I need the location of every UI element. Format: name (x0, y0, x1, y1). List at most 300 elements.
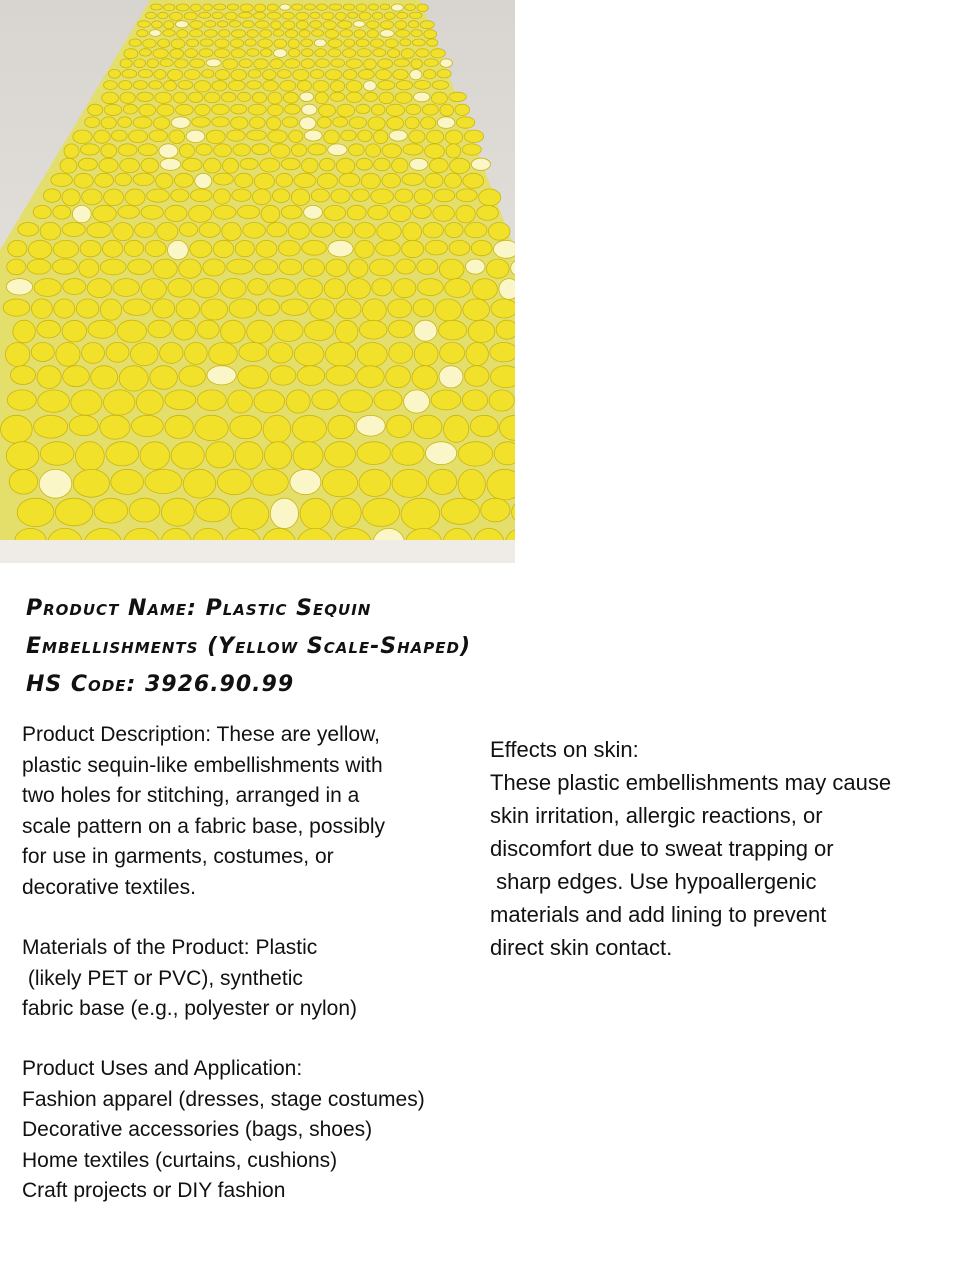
sequin-scale (199, 49, 213, 57)
sequin-scale (38, 390, 70, 412)
sequin-scale (402, 240, 424, 257)
sequin-scale (94, 498, 128, 523)
sequin-scale (157, 223, 178, 241)
sequin-scale (439, 320, 467, 340)
sequin-scale (414, 189, 432, 204)
sequin-scale (489, 390, 514, 411)
sequin-scale (9, 469, 37, 494)
sequin-scale (153, 49, 168, 59)
sequin-scale (281, 205, 302, 219)
sequin-scale (293, 442, 323, 470)
sequin-scale (261, 205, 280, 222)
sequin-scale (214, 4, 226, 10)
sequin-scale (238, 92, 251, 101)
sequin-scale (466, 259, 485, 274)
sequin-scale (170, 12, 183, 20)
sequin-scale (252, 144, 269, 155)
sequin-scale (395, 21, 407, 29)
sequin-scale (425, 240, 447, 255)
sequin-scale (222, 222, 241, 240)
sequin-fabric-illustration (0, 0, 515, 563)
sequin-scale (449, 240, 470, 255)
sequin-scale (56, 343, 80, 367)
sequin-scale (7, 259, 26, 275)
sequin-scale (317, 4, 328, 10)
sequin-scale (239, 59, 252, 68)
sequin-scale (377, 223, 401, 241)
sequin-scale (123, 104, 137, 114)
sequin-scale (440, 104, 454, 116)
sequin-scale (462, 390, 487, 411)
sequin-scale (392, 469, 427, 497)
sequin-scale (232, 30, 246, 38)
sequin-scale (449, 92, 466, 101)
sequin-scale (115, 173, 132, 186)
sequin-scale (240, 158, 258, 169)
sequin-scale (458, 469, 485, 499)
sequin-scale (311, 189, 329, 202)
sequin-scale (117, 320, 146, 342)
sequin-scale (171, 39, 185, 49)
sequin-scale (190, 189, 212, 202)
sequin-scale (161, 498, 194, 526)
sequin-scale (141, 205, 163, 219)
sequin-scale (158, 12, 168, 19)
sequin-scale (248, 104, 266, 115)
sequin-scale (384, 12, 395, 19)
sequin-scale (490, 343, 515, 362)
sequin-scale (355, 240, 374, 258)
sequin-scale (31, 343, 54, 362)
sequin-scale (445, 173, 462, 188)
sequin-scale (346, 59, 362, 68)
sequin-scale (60, 158, 77, 173)
sequin-scale (245, 39, 256, 46)
sequin-scale (32, 299, 53, 319)
sequin-scale (499, 279, 515, 300)
sequin-scale (280, 81, 296, 92)
sequin-scale (179, 144, 194, 158)
sequin-scale (171, 189, 189, 202)
sequin-scale (254, 173, 274, 189)
sequin-scale (458, 442, 493, 466)
sequin-scale (331, 81, 345, 92)
sequin-scale (389, 320, 413, 337)
sequin-scale (367, 21, 379, 29)
sequin-scale (333, 117, 348, 127)
sequin-scale (463, 173, 484, 188)
sequin-scale (221, 92, 236, 102)
sequin-scale (190, 21, 203, 29)
sequin-scale (411, 30, 422, 37)
sequin-scale (328, 144, 347, 156)
sequin-scale (289, 130, 303, 142)
sequin-scale (87, 223, 111, 238)
sequin-scale (305, 320, 334, 340)
sequin-scale (171, 442, 204, 469)
sequin-scale (359, 320, 387, 339)
sequin-scale (431, 92, 447, 104)
sequin-scale (18, 223, 39, 237)
sequin-scale (190, 240, 212, 257)
sequin-scale (13, 320, 35, 343)
sequin-scale (416, 49, 429, 57)
sequin-scale (284, 92, 299, 103)
sequin-scale (435, 299, 461, 321)
sequin-scale (487, 259, 510, 278)
sequin-scale (256, 240, 277, 257)
sequin-scale (151, 4, 163, 10)
sequin-scale (149, 130, 167, 142)
table-edge (0, 540, 515, 563)
sequin-scale (165, 205, 187, 221)
sequin-scale (138, 21, 151, 28)
sequin-scale (243, 223, 266, 239)
sequin-scale (80, 144, 99, 155)
sequin-scale (387, 117, 404, 130)
sequin-scale (271, 21, 282, 29)
sequin-scale (159, 144, 178, 158)
sequin-scale (336, 158, 354, 173)
sequin-scale (456, 117, 474, 128)
sequin-scale (247, 30, 258, 38)
sequin-scale (349, 117, 366, 129)
sequin-scale (63, 279, 86, 295)
sequin-scale (53, 240, 78, 258)
sequin-scale (106, 342, 129, 362)
sequin-scale (276, 173, 293, 187)
sequin-scale (267, 223, 287, 237)
sequin-scale (408, 21, 418, 28)
sequin-scale (76, 442, 105, 471)
sequin-scale (247, 81, 262, 90)
sequin-scale (390, 205, 411, 221)
sequin-scale (450, 158, 470, 173)
sequin-scale (402, 173, 423, 185)
sequin-scale (389, 343, 413, 364)
sequin-scale (215, 70, 229, 80)
sequin-scale (178, 81, 193, 90)
sequin-scale (445, 130, 462, 144)
sequin-scale (52, 259, 77, 274)
sequin-scale (431, 49, 446, 58)
sequin-scale (227, 4, 238, 10)
sequin-scale (358, 70, 374, 80)
sequin-scale (148, 320, 172, 338)
uses-line: Decorative accessories (bags, shoes) (22, 1118, 373, 1141)
sequin-scale (300, 117, 316, 130)
sequin-scale (260, 30, 272, 38)
sequin-scale (71, 390, 102, 415)
sequin-scale (168, 279, 192, 298)
sequin-scale (437, 69, 451, 78)
sequin-scale (231, 117, 248, 129)
sequin-scale (426, 442, 457, 465)
sequin-scale (185, 342, 208, 364)
sequin-scale (326, 366, 355, 386)
sequin-scale (401, 49, 414, 59)
sequin-scale (229, 299, 257, 318)
sequin-scale (308, 144, 326, 155)
sequin-scale (456, 205, 475, 223)
materials-line: fabric base (e.g., polyester or nylon) (22, 997, 357, 1020)
sequin-scale (405, 117, 419, 129)
sequin-scale (213, 205, 236, 219)
sequin-scale (462, 144, 481, 155)
sequin-scale (196, 498, 230, 522)
sequin-scale (352, 189, 370, 201)
sequin-scale (468, 320, 495, 342)
sequin-scale (268, 130, 287, 143)
sequin-scale (197, 390, 226, 411)
sequin-scale (378, 59, 393, 69)
sequin-scale (344, 39, 355, 47)
sequin-scale (79, 259, 99, 277)
sequin-scale (139, 49, 151, 56)
sequin-scale (185, 49, 198, 58)
sequin-scale (152, 21, 163, 28)
sequin-scale (283, 21, 295, 29)
sequin-scale (479, 189, 501, 206)
sequin-scale (312, 390, 338, 410)
sequin-scale (371, 189, 394, 204)
sequin-scale (496, 320, 515, 339)
sequin-scale (252, 92, 266, 103)
sequin-scale (214, 189, 231, 204)
sequin-scale (385, 39, 398, 48)
sequin-scale (304, 205, 323, 219)
sequin-scale (196, 144, 212, 155)
sequin-scale (132, 415, 164, 436)
effects-line: skin irritation, allergic reactions, or (490, 803, 823, 828)
sequin-scale (137, 30, 148, 37)
sequin-scale (414, 81, 431, 90)
sequin-scale (201, 299, 228, 320)
sequin-scale (248, 279, 268, 295)
sequin-scale (200, 39, 213, 46)
sequin-scale (186, 39, 198, 47)
sequin-scale (310, 70, 323, 79)
sequin-scale (338, 21, 352, 29)
sequin-scale (302, 49, 314, 57)
sequin-scale (340, 390, 373, 412)
sequin-scale (129, 39, 141, 46)
sequin-scale (189, 205, 212, 222)
sequin-scale (6, 279, 32, 295)
sequin-scale (37, 320, 61, 338)
sequin-scale (136, 390, 163, 415)
sequin-scale (184, 12, 197, 20)
sequin-scale (380, 4, 390, 10)
sequin-scale (195, 104, 210, 115)
sequin-scale (206, 442, 234, 468)
sequin-scale (94, 130, 110, 143)
sequin-scale (163, 30, 176, 37)
sequin-scale (37, 366, 61, 389)
sequin-scale (424, 59, 438, 67)
sequin-scale (264, 442, 291, 469)
sequin-scale (381, 21, 394, 29)
sequin-scale (248, 70, 261, 79)
sequin-scale (261, 49, 272, 57)
sequin-scale (301, 59, 314, 69)
sequin-scale (477, 205, 499, 220)
sequin-scale (440, 342, 465, 363)
sequin-scale (340, 30, 353, 37)
sequin-scale (364, 59, 377, 69)
sequin-scale (465, 366, 489, 387)
sequin-scale (11, 366, 36, 385)
sequin-scale (221, 320, 246, 343)
sequin-scale (104, 189, 124, 206)
sequin-scale (417, 4, 428, 12)
sequin-scale (401, 498, 440, 530)
sequin-scale (194, 81, 210, 92)
sequin-scale (425, 144, 445, 159)
sequin-scale (328, 415, 355, 438)
sequin-scale (176, 104, 194, 115)
sequin-scale (263, 415, 291, 443)
sequin-scale (414, 342, 438, 365)
sequin-scale (282, 12, 294, 19)
sequin-scale (463, 299, 490, 321)
sequin-scale (131, 343, 159, 366)
sequin-scale (150, 366, 178, 390)
sequin-scale (382, 144, 401, 158)
sequin-scale (78, 158, 97, 170)
sequin-scale (440, 59, 452, 68)
sequin-scale (412, 366, 437, 390)
sequin-scale (217, 469, 251, 494)
sequin-scale (320, 158, 335, 171)
sequin-scale (101, 144, 117, 158)
sequin-scale (72, 205, 91, 222)
sequin-scale (343, 49, 356, 58)
sequin-scale (104, 104, 122, 115)
sequin-scale (182, 158, 202, 171)
sequin-scale (410, 158, 428, 170)
sequin-scale (213, 173, 233, 185)
sequin-scale (370, 259, 395, 276)
sequin-scale (106, 442, 139, 466)
sequin-scale (413, 205, 432, 218)
sequin-scale (80, 240, 101, 256)
sequin-scale (62, 189, 80, 206)
sequin-scale (317, 117, 331, 128)
sequin-scale (353, 21, 365, 28)
sequin-scale (325, 442, 356, 467)
sequin-scale (386, 104, 404, 116)
sequin-scale (393, 69, 408, 79)
sequin-scale (366, 144, 381, 157)
sequin-scale (300, 498, 331, 529)
sequin-scale (310, 12, 320, 18)
sequin-scale (231, 49, 245, 58)
sequin-scale (328, 39, 342, 48)
sequin-scale (270, 498, 298, 528)
sequin-scale (119, 366, 148, 391)
sequin-scale (396, 259, 416, 274)
sequin-scale (281, 299, 308, 315)
sequin-scale (64, 144, 79, 158)
sequin-scale (358, 130, 372, 142)
sequin-scale (120, 92, 135, 103)
sequin-scale (380, 30, 394, 38)
sequin-scale (100, 259, 126, 275)
sequin-scale (348, 12, 358, 18)
sequin-scale (420, 21, 434, 29)
sequin-scale (339, 173, 360, 187)
effects-line: These plastic embellishments may cause (490, 770, 892, 795)
sequin-scale (231, 70, 247, 81)
sequin-scale (223, 158, 239, 173)
sequin-scale (232, 189, 251, 201)
sequin-scale (285, 59, 300, 68)
sequin-scale (199, 223, 220, 238)
sequin-scale (118, 117, 132, 128)
sequin-scale (302, 104, 317, 115)
sequin-scale (368, 205, 388, 219)
sequin-scale (255, 4, 266, 12)
sequin-scale (177, 30, 188, 38)
sequin-scale (93, 205, 117, 222)
sequin-scale (268, 92, 282, 104)
sequin-scale (254, 390, 285, 413)
sequin-scale (43, 189, 60, 202)
sequin-scale (363, 299, 387, 321)
sequin-scale (179, 366, 206, 387)
sequin-scale (337, 104, 355, 117)
sequin-scale (347, 205, 366, 220)
sequin-scale (100, 415, 130, 439)
sequin-scale (293, 69, 309, 80)
sequin-scale (192, 117, 211, 127)
sequin-scale (388, 299, 412, 318)
sequin-scale (73, 130, 92, 144)
sequin-scale (212, 104, 230, 114)
sequin-scale (34, 415, 68, 438)
effects-line: discomfort due to sweat trapping or (490, 836, 834, 861)
product-uses (22, 1054, 425, 1207)
sequin-scale (302, 158, 318, 173)
sequin-scale (53, 205, 71, 219)
sequin-scale (391, 4, 403, 11)
sequin-scale (310, 299, 335, 320)
sequin-scale (62, 223, 85, 237)
sequin-scale (456, 189, 477, 202)
sequin-scale (186, 130, 205, 142)
sequin-scale (173, 320, 196, 340)
sequin-scale (439, 366, 463, 388)
sequin-scale (249, 117, 265, 129)
sequin-scale (113, 223, 133, 241)
sequin-scale (260, 158, 280, 172)
sequin-scale (170, 49, 184, 59)
sequin-scale (315, 92, 328, 104)
sequin-scale (297, 279, 323, 299)
sequin-scale (413, 415, 442, 438)
sequin-scale (133, 81, 147, 90)
sequin-scale (432, 81, 448, 90)
sequin-scale (331, 59, 345, 67)
description-line: two holes for stitching, arranged in a (22, 784, 360, 807)
sequin-scale (300, 92, 314, 101)
sequin-scale (101, 117, 116, 129)
sequin-scale (291, 189, 309, 206)
sequin-scale (212, 81, 227, 91)
sequin-scale (434, 189, 455, 202)
sequin-scale (6, 442, 39, 470)
